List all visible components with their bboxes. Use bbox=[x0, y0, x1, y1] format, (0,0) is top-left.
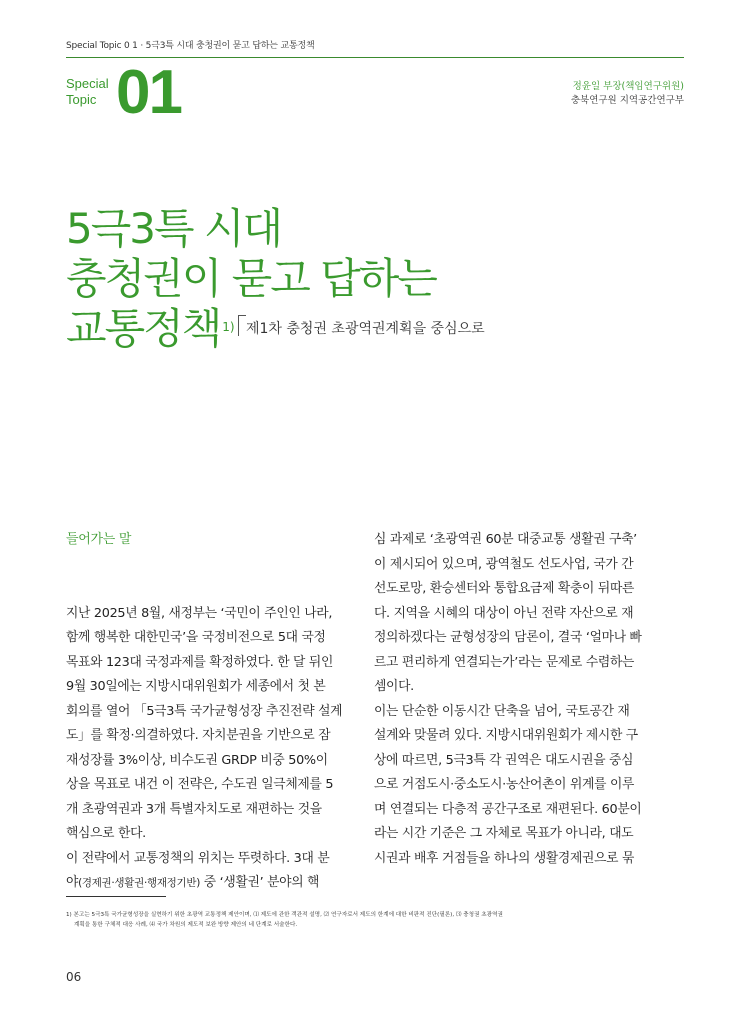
special-topic-label bbox=[66, 76, 109, 108]
body-line: 회의를 열어 「5극3특 국가균형성장 추진전략 설계 bbox=[66, 703, 343, 719]
body-line: 라는 시간 기준은 그 자체로 목표가 아니라, 대도 bbox=[374, 826, 634, 841]
body-line: 목표와 123대 국정과제를 확정하였다. 한 달 뒤인 bbox=[66, 654, 334, 670]
page-number: 06 bbox=[66, 970, 82, 984]
body-line: 개 초광역권과 3개 특별자치도로 재편하는 것을 bbox=[66, 801, 322, 817]
body-line: 시권과 배후 거점들을 하나의 생활경제권으로 묶 bbox=[374, 850, 635, 866]
body-line: 며 연결되는 다층적 공간구조로 재편된다. 60분이 bbox=[374, 801, 642, 817]
body-line: 함께 행복한 대한민국’을 국정비전으로 5대 국정 bbox=[66, 630, 326, 645]
title-footnote-ref: 1) bbox=[222, 320, 235, 334]
footnote-line: 계획을 통한 구체적 대응 사례, ⑷ 국가 차원의 제도적 보완 방향 제안의 네 단계로 서술한다. bbox=[74, 922, 298, 928]
body-text: 중 ‘생활권’ 분야의 핵 bbox=[200, 875, 320, 890]
title-line-3-text: 교통정책 bbox=[66, 304, 221, 353]
body-line: 셈이다. bbox=[374, 679, 414, 694]
body-line bbox=[66, 871, 352, 896]
running-header: Special Topic 0 1 · 5극3특 시대 충청권이 묻고 답하는 교통정책 bbox=[66, 41, 315, 51]
body-line: 도」를 확정·의결하였다. 자치분권을 기반으로 잠 bbox=[66, 728, 331, 743]
body-line: 선도로망, 환승센터와 통합요금제 확충이 뒤따른 bbox=[374, 581, 635, 596]
body-line: 다. 지역을 시혜의 대상이 아닌 전략 자산으로 재 bbox=[374, 605, 634, 621]
body-text: 야 bbox=[66, 875, 79, 890]
author-organization: 충북연구원 지역공간연구부 bbox=[570, 95, 684, 106]
author-block bbox=[571, 80, 684, 108]
topic-word: Topic bbox=[66, 92, 97, 107]
title-line-1: 5극3특 시대 bbox=[66, 204, 282, 253]
body-line: 으로 거점도시·중소도시·농산어촌이 위계를 이루 bbox=[374, 777, 635, 792]
body-line: 상을 목표로 내건 이 전략은, 수도권 일극체제를 5 bbox=[66, 777, 334, 792]
title-line-2: 충청권이 묻고 답하는 bbox=[66, 254, 436, 303]
topic-number: 01 bbox=[116, 58, 181, 127]
body-line: 이 전략에서 교통정책의 위치는 뚜렷하다. 3대 분 bbox=[66, 850, 330, 866]
body-line: 지난 2025년 8월, 새정부는 ‘국민이 주인인 나라, bbox=[66, 605, 333, 621]
footnote-rule bbox=[66, 896, 166, 897]
section-heading: 들어가는 말 bbox=[66, 532, 132, 547]
body-parenthetical: (경제권·생활권·행재정기반) bbox=[78, 877, 201, 889]
body-column-right bbox=[374, 528, 660, 871]
body-line: 설계와 맞물려 있다. 지방시대위원회가 제시한 구 bbox=[374, 728, 638, 743]
article-subtitle: 제1차 충청권 초광역권계획을 중심으로 bbox=[246, 321, 485, 337]
body-line: 이 제시되어 있으며, 광역철도 선도사업, 국가 간 bbox=[374, 556, 634, 572]
body-line: 정의하겠다는 균형성장의 담론이, 결국 ‘얼마나 빠 bbox=[374, 630, 642, 645]
body-line: 이는 단순한 이동시간 단축을 넘어, 국토공간 재 bbox=[374, 703, 630, 719]
paragraph-gap bbox=[66, 577, 352, 602]
body-line: 르고 편리하게 연결되는가’라는 문제로 수렴하는 bbox=[374, 654, 635, 670]
body-line: 핵심으로 한다. bbox=[66, 826, 146, 841]
body-line: 심 과제로 ‘초광역권 60분 대중교통 생활권 구축’ bbox=[374, 532, 637, 547]
body-line: 9월 30일에는 지방시대위원회가 세종에서 첫 본 bbox=[66, 679, 326, 694]
body-line: 상에 따르면, 5극3특 각 권역은 대도시권을 중심 bbox=[374, 752, 634, 768]
footnote-line: 1) 본고는 5극3특 국가균형성장을 실현하기 위한 초광역 교통정책 제안이며, ⑴ 제도에 관한 객관적 설명, ⑵ 연구자로서 제도의 한계에 대한 비판적 진단(필론), ⑶ 충청권 초광역권 bbox=[66, 912, 503, 918]
footnote bbox=[66, 910, 686, 930]
paragraph-gap bbox=[66, 553, 352, 578]
special-word: Special bbox=[66, 76, 109, 91]
author-name-role: 정윤일 부장(책임연구위원) bbox=[572, 81, 684, 92]
body-column-left bbox=[66, 528, 352, 896]
body-line: 재성장률 3%이상, 비수도권 GRDP 비중 50%이 bbox=[66, 752, 328, 768]
